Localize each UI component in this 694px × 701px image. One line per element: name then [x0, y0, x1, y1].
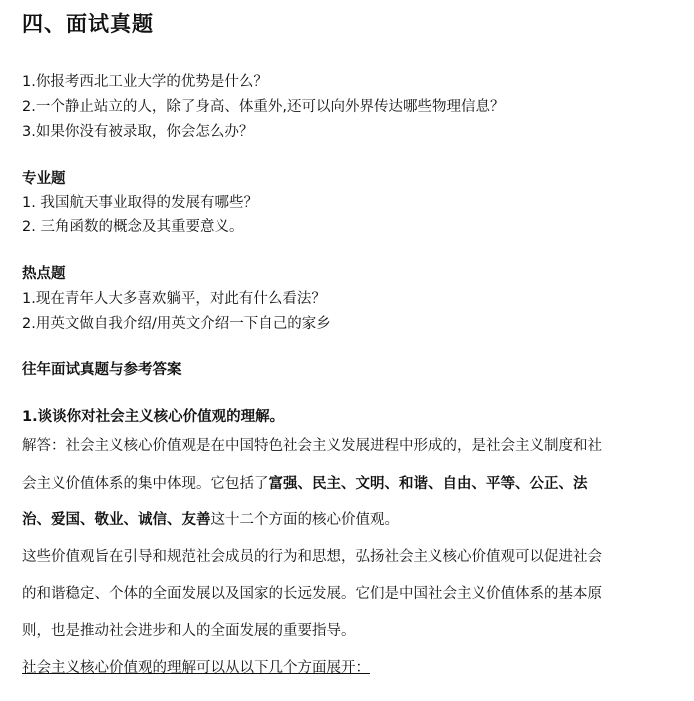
section-title: 四、面试真题	[22, 12, 154, 36]
general-question-2: 2.一个静止站立的人，除了身高、体重外,还可以向外界传达哪些物理信息？	[22, 99, 505, 115]
paragraph-2-line-2: 的和谐稳定、个体的全面发展以及国家的长远发展。它们是中国社会主义价值体系的基本原	[22, 586, 602, 602]
paragraph-3: 社会主义核心价值观的理解可以从以下几个方面展开：	[22, 660, 370, 676]
core-values-bold-2: 治、爱国、敬业、诚信、友善	[22, 512, 211, 528]
answer-line-3-text: 这十二个方面的核心价值观。	[210, 512, 399, 528]
core-values-bold-1: 富强、民主、文明、和谐、自由、平等、公正、法	[268, 476, 588, 492]
past-question-1: 1.谈谈你对社会主义核心价值观的理解。	[22, 409, 285, 425]
general-question-3: 3.如果你没有被录取，你会怎么办？	[22, 124, 254, 140]
answer-line-1: 解答：社会主义核心价值观是在中国特色社会主义发展进程中形成的，是社会主义制度和社	[22, 438, 602, 454]
general-question-1: 1.你报考西北工业大学的优势是什么？	[22, 74, 268, 90]
professional-question-2: 2. 三角函数的概念及其重要意义。	[22, 219, 244, 235]
answer-line-2-text: 会主义价值体系的集中体现。它包括了	[22, 476, 269, 492]
paragraph-2-line-3: 则，也是推动社会进步和人的全面发展的重要指导。	[22, 623, 356, 639]
professional-heading: 专业题	[22, 171, 66, 187]
hot-topic-question-1: 1.现在青年人大多喜欢躺平，对此有什么看法？	[22, 291, 326, 307]
hot-topic-question-2: 2.用英文做自我介绍/用英文介绍一下自己的家乡	[22, 316, 331, 332]
answer-line-3	[22, 508, 399, 529]
professional-question-1: 1. 我国航天事业取得的发展有哪些？	[22, 195, 258, 211]
hot-topics-heading: 热点题	[22, 266, 66, 282]
answer-line-2	[22, 472, 588, 493]
paragraph-2-line-1: 这些价值观旨在引导和规范社会成员的行为和思想，弘扬社会主义核心价值观可以促进社会	[22, 549, 602, 565]
past-questions-heading: 往年面试真题与参考答案	[22, 362, 182, 378]
